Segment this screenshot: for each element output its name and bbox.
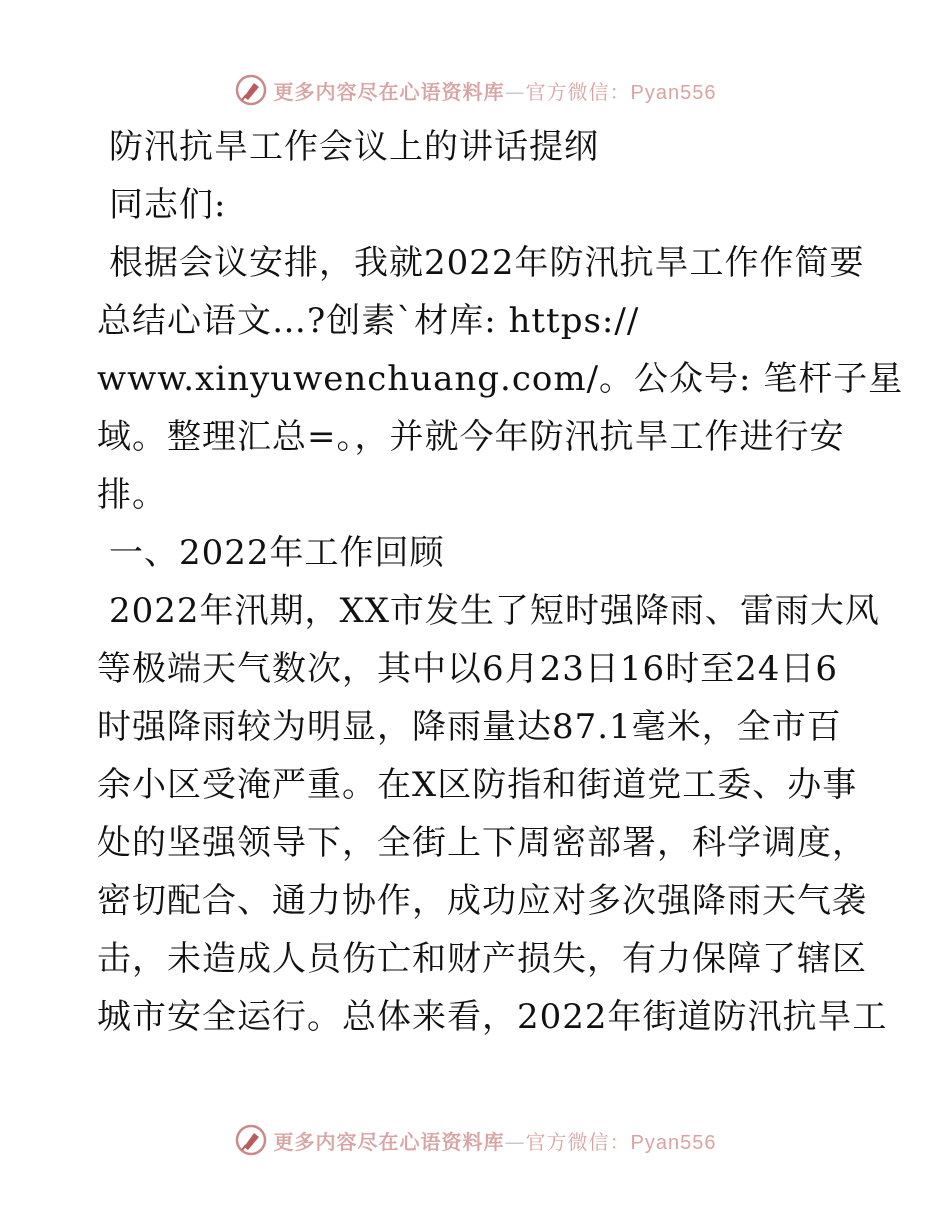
greeting: 同志们: (109, 185, 227, 225)
paragraph-intro (97, 234, 904, 524)
paragraph-line: www.xinyuwenchuang.com/。公众号: 笔杆子星 (97, 359, 904, 399)
paragraph-line: 击，未造成人员伤亡和财产损失，有力保障了辖区 (97, 939, 867, 979)
paragraph-line: 总结心语文…?创素`材库: https:// (97, 301, 640, 341)
watermark-dash: — (504, 79, 526, 104)
watermark-wechat-label: 官方微信： (525, 1129, 631, 1154)
watermark-wechat-id: Pyan556 (630, 1131, 717, 1154)
paragraph-line: 处的坚强领导下，全街上下周密部署，科学调度， (97, 823, 867, 863)
section-heading: 一、2022年工作回顾 (109, 533, 445, 573)
paragraph-line: 时强降雨较为明显，降雨量达87.1毫米，全市百 (97, 707, 842, 747)
pen-nib-logo-icon (234, 73, 268, 107)
watermark-text (274, 1126, 717, 1155)
paragraph-line: 等极端天气数次，其中以6月23日16时至24日6 (97, 649, 839, 689)
paragraph-review (97, 582, 888, 1046)
document-body (97, 118, 904, 1046)
paragraph-line: 密切配合、通力协作，成功应对多次强降雨天气袭 (97, 881, 867, 921)
watermark-text (274, 76, 717, 105)
watermark-main: 更多内容尽在心语资料库 (273, 1129, 505, 1154)
document-title: 防汛抗旱工作会议上的讲话提纲 (109, 127, 599, 167)
watermark-dash: — (504, 1129, 526, 1154)
paragraph-line: 排。 (97, 475, 167, 515)
pen-nib-logo-icon (234, 1123, 268, 1157)
paragraph-line: 余小区受淹严重。在X区防指和街道党工委、办事 (97, 765, 858, 805)
header-watermark (0, 70, 950, 110)
watermark-main: 更多内容尽在心语资料库 (273, 79, 505, 104)
paragraph-line: 域。整理汇总=。，并就今年防汛抗旱工作进行安 (97, 417, 845, 457)
paragraph-line: 根据会议安排，我就2022年防汛抗旱工作作简要 (109, 243, 865, 283)
paragraph-line: 城市安全运行。总体来看，2022年街道防汛抗旱工 (97, 997, 888, 1037)
watermark-wechat-label: 官方微信： (525, 79, 631, 104)
paragraph-line: 2022年汛期，XX市发生了短时强降雨、雷雨大风 (109, 591, 880, 631)
footer-watermark (0, 1120, 950, 1160)
watermark-wechat-id: Pyan556 (630, 81, 717, 104)
